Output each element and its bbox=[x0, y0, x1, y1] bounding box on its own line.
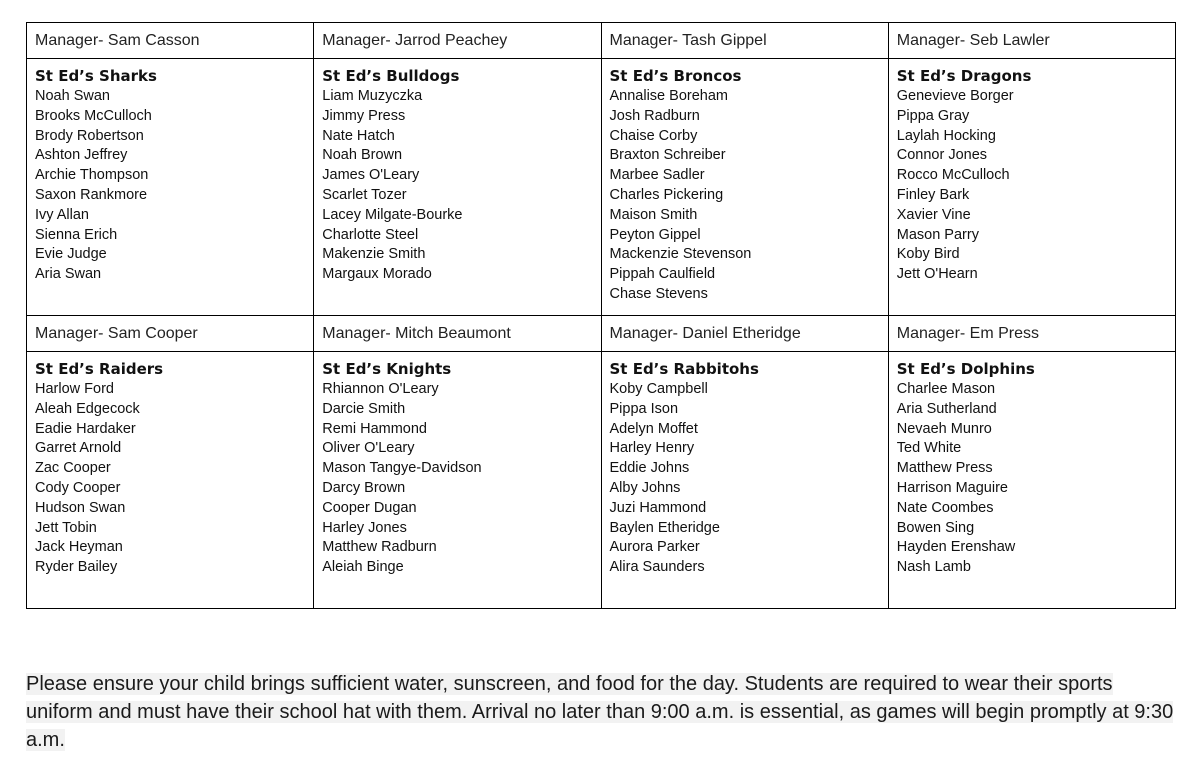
player-name: Chaise Corby bbox=[609, 127, 698, 144]
player-name: Connor Jones bbox=[896, 147, 988, 164]
team-name: St Ed’s Sharks bbox=[35, 67, 157, 85]
manager-cell: Manager- Tash Gippel bbox=[601, 23, 888, 59]
player-name: Rocco McCulloch bbox=[896, 167, 1010, 184]
player-name: Genevieve Borger bbox=[896, 88, 1014, 104]
player-name: Aleah Edgecock bbox=[35, 400, 140, 417]
manager-cell: Manager- Jarrod Peachey bbox=[314, 23, 601, 59]
player-name: Koby Bird bbox=[896, 246, 960, 263]
player-name: Aleiah Binge bbox=[322, 559, 404, 576]
player-list bbox=[610, 380, 880, 578]
player-name: Margaux Morado bbox=[322, 266, 432, 283]
team-cell bbox=[27, 352, 314, 609]
team-name: St Ed’s Dolphins bbox=[896, 360, 1035, 378]
player-name: Nate Coombes bbox=[896, 499, 994, 516]
team-row bbox=[27, 352, 1176, 609]
player-name: Peyton Gippel bbox=[609, 226, 701, 243]
player-name: Josh Radburn bbox=[609, 107, 700, 124]
player-name: Sienna Erich bbox=[35, 226, 118, 243]
player-name: Harley Jones bbox=[322, 519, 407, 536]
player-name: Marbee Sadler bbox=[609, 167, 705, 184]
player-name: Jett Tobin bbox=[35, 519, 97, 536]
team-cell bbox=[888, 352, 1175, 609]
player-list bbox=[35, 380, 305, 578]
player-name: Aria Swan bbox=[35, 266, 102, 283]
player-name: Rhiannon O'Leary bbox=[322, 381, 439, 397]
player-name: Aria Sutherland bbox=[896, 400, 997, 417]
player-name: Saxon Rankmore bbox=[35, 186, 148, 203]
player-name: Nash Lamb bbox=[896, 559, 971, 576]
player-name: Braxton Schreiber bbox=[609, 147, 726, 164]
player-name: Noah Swan bbox=[35, 88, 110, 104]
player-name: Adelyn Moffet bbox=[609, 420, 698, 437]
player-name: Finley Bark bbox=[896, 186, 970, 203]
player-name: Matthew Radburn bbox=[322, 539, 437, 556]
player-name: Ivy Allan bbox=[35, 206, 89, 223]
team-row bbox=[27, 59, 1176, 316]
player-name: Hudson Swan bbox=[35, 499, 126, 516]
player-name: Nevaeh Munro bbox=[896, 420, 992, 437]
player-name: Garret Arnold bbox=[35, 440, 122, 457]
team-name: St Ed’s Rabbitohs bbox=[609, 360, 759, 378]
player-list bbox=[35, 87, 305, 285]
player-name: Juzi Hammond bbox=[609, 499, 707, 516]
player-name: Harrison Maguire bbox=[896, 479, 1008, 496]
player-name: James O'Leary bbox=[322, 167, 420, 184]
player-name: Chase Stevens bbox=[609, 285, 708, 302]
player-name: Aurora Parker bbox=[609, 539, 700, 556]
player-name: Zac Cooper bbox=[35, 460, 111, 477]
player-name: Nate Hatch bbox=[322, 127, 395, 144]
player-name: Jimmy Press bbox=[322, 107, 406, 124]
player-list bbox=[897, 380, 1167, 578]
player-name: Jack Heyman bbox=[35, 539, 123, 556]
player-list bbox=[322, 87, 592, 285]
player-name: Cody Cooper bbox=[35, 479, 121, 496]
player-name: Xavier Vine bbox=[896, 206, 971, 223]
player-name: Alby Johns bbox=[609, 479, 681, 496]
player-name: Annalise Boreham bbox=[609, 88, 728, 104]
team-name: St Ed’s Broncos bbox=[609, 67, 742, 85]
player-name: Scarlet Tozer bbox=[322, 186, 407, 203]
player-name: Lacey Milgate-Bourke bbox=[322, 206, 463, 223]
player-name: Matthew Press bbox=[896, 460, 993, 477]
manager-cell: Manager- Em Press bbox=[888, 316, 1175, 352]
teams-table-body bbox=[27, 23, 1176, 609]
team-cell bbox=[27, 59, 314, 316]
player-name: Oliver O'Leary bbox=[322, 440, 415, 457]
player-name: Laylah Hocking bbox=[896, 127, 996, 144]
player-name: Alira Saunders bbox=[609, 559, 705, 576]
manager-cell: Manager- Mitch Beaumont bbox=[314, 316, 601, 352]
player-name: Pippa Gray bbox=[896, 107, 970, 124]
manager-row bbox=[27, 316, 1176, 352]
player-name: Ashton Jeffrey bbox=[35, 147, 128, 164]
player-name: Mackenzie Stevenson bbox=[609, 246, 752, 263]
team-cell bbox=[314, 59, 601, 316]
player-name: Ryder Bailey bbox=[35, 559, 118, 576]
player-name: Charlee Mason bbox=[896, 381, 996, 397]
player-name: Darcie Smith bbox=[322, 400, 406, 417]
player-name: Makenzie Smith bbox=[322, 246, 426, 263]
team-name: St Ed’s Knights bbox=[322, 360, 452, 378]
team-cell bbox=[888, 59, 1175, 316]
player-name: Evie Judge bbox=[35, 246, 107, 263]
player-name: Eddie Johns bbox=[609, 460, 690, 477]
team-name: St Ed’s Raiders bbox=[35, 360, 164, 378]
instructions-notice bbox=[26, 670, 1181, 754]
team-cell bbox=[314, 352, 601, 609]
player-name: Charles Pickering bbox=[609, 186, 724, 203]
player-list bbox=[322, 380, 592, 578]
manager-cell: Manager- Daniel Etheridge bbox=[601, 316, 888, 352]
player-name: Koby Campbell bbox=[609, 381, 708, 397]
player-name: Mason Parry bbox=[896, 226, 979, 243]
player-name: Brooks McCulloch bbox=[35, 107, 152, 124]
player-name: Ted White bbox=[896, 440, 962, 457]
player-name: Noah Brown bbox=[322, 147, 403, 164]
team-name: St Ed’s Bulldogs bbox=[322, 67, 460, 85]
player-name: Pippah Caulfield bbox=[609, 266, 716, 283]
manager-cell: Manager- Seb Lawler bbox=[888, 23, 1175, 59]
manager-cell: Manager- Sam Casson bbox=[27, 23, 314, 59]
player-name: Harley Henry bbox=[609, 440, 695, 457]
player-name: Harlow Ford bbox=[35, 381, 114, 397]
instructions-text: Please ensure your child brings sufficient water, sunscreen, and food for the day. Students are required to wear their sports uniform and must have their school hat with them. Arrival no later than 9:00 a.m. is essential, as games will begin promptly at 9:30 a.m. bbox=[26, 673, 1174, 751]
player-name: Maison Smith bbox=[609, 206, 698, 223]
player-name: Pippa Ison bbox=[609, 400, 679, 417]
player-name: Mason Tangye-Davidson bbox=[322, 460, 482, 477]
player-name: Darcy Brown bbox=[322, 479, 406, 496]
team-cell bbox=[601, 352, 888, 609]
player-name: Jett O'Hearn bbox=[896, 266, 978, 283]
team-name: St Ed’s Dragons bbox=[896, 67, 1032, 85]
player-name: Remi Hammond bbox=[322, 420, 427, 437]
player-list bbox=[610, 87, 880, 305]
manager-cell: Manager- Sam Cooper bbox=[27, 316, 314, 352]
player-name: Bowen Sing bbox=[896, 519, 975, 536]
player-name: Liam Muzyczka bbox=[322, 88, 423, 104]
player-name: Charlotte Steel bbox=[322, 226, 419, 243]
team-cell bbox=[601, 59, 888, 316]
manager-row bbox=[27, 23, 1176, 59]
player-list bbox=[897, 87, 1167, 285]
teams-table bbox=[26, 22, 1176, 609]
player-name: Eadie Hardaker bbox=[35, 420, 136, 437]
player-name: Cooper Dugan bbox=[322, 499, 417, 516]
player-name: Baylen Etheridge bbox=[609, 519, 720, 536]
player-name: Hayden Erenshaw bbox=[896, 539, 1016, 556]
player-name: Archie Thompson bbox=[35, 167, 149, 184]
player-name: Brody Robertson bbox=[35, 127, 144, 144]
